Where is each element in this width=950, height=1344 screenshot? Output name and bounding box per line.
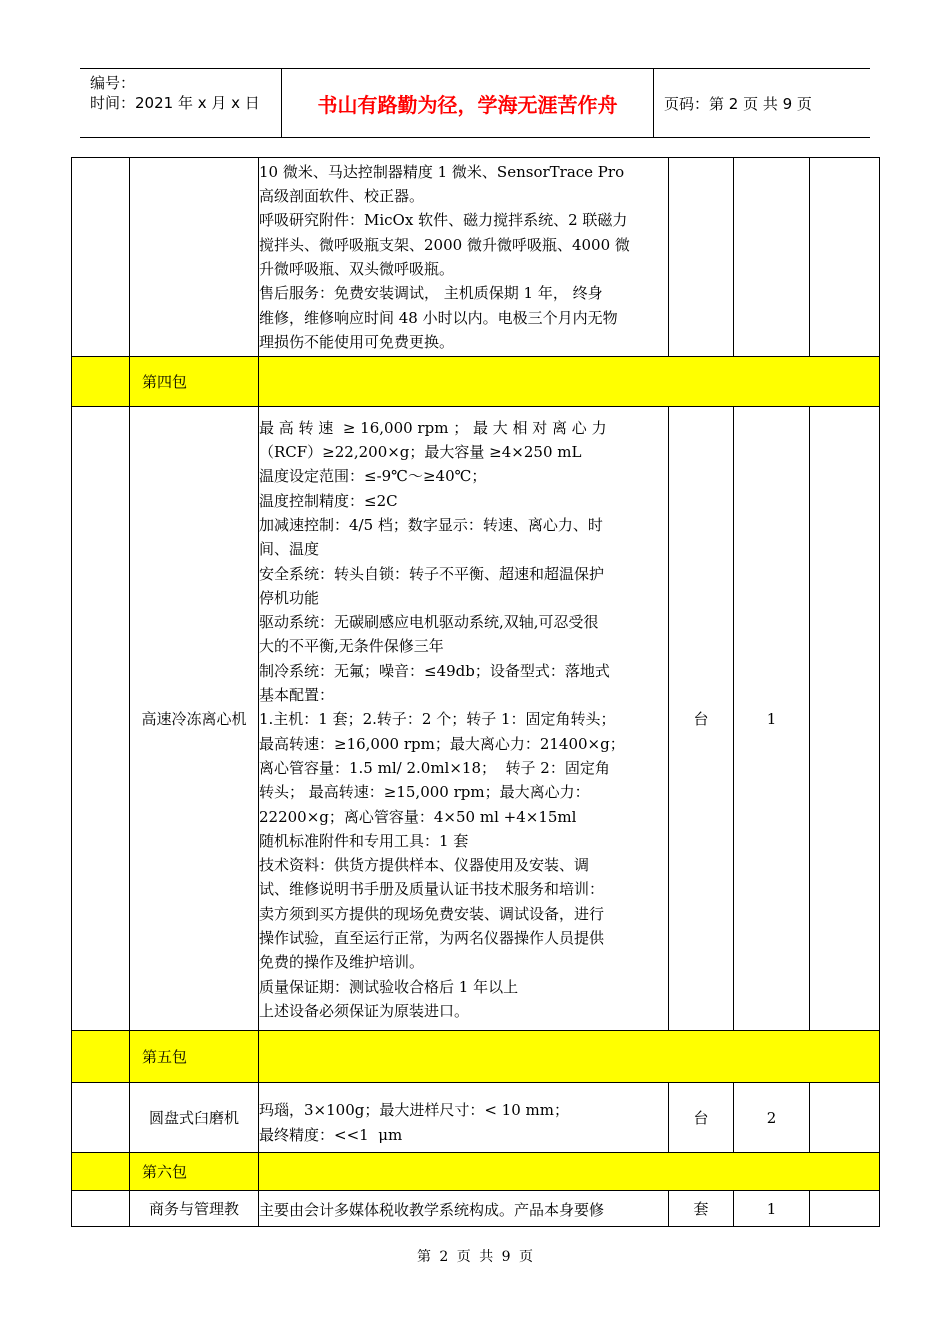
qty-cell: 1 bbox=[734, 407, 810, 1031]
spec-line: 技术资料：供货方提供样本、仪器使用及安装、调 bbox=[259, 856, 590, 875]
qty-cell: 2 bbox=[734, 1083, 810, 1153]
name-cell bbox=[130, 158, 259, 357]
spec-line: 操作试验，直至运行正常，为两名仪器操作人员提供 bbox=[259, 929, 605, 948]
spec-line: 免费的操作及维护培训。 bbox=[259, 953, 425, 972]
spec-line: 温度控制精度：≤2C bbox=[259, 491, 398, 510]
table-row bbox=[72, 1191, 880, 1227]
unit-cell: 套 bbox=[669, 1191, 734, 1227]
spec-line: 加减速控制：4/5 档；数字显示：转速、离心力、时 bbox=[259, 515, 603, 534]
spec-line: 随机标准附件和专用工具：1 套 bbox=[259, 831, 469, 850]
package-fill bbox=[259, 1031, 880, 1083]
spec-cell bbox=[259, 1191, 669, 1227]
item-name: 商务与管理教 bbox=[130, 1191, 259, 1227]
spec-line: 安全系统：转头自锁：转子不平衡、超速和超温保护 bbox=[259, 564, 605, 583]
spec-line: 试、维修说明书手册及质量认证书技术服务和培训： bbox=[259, 880, 605, 899]
spec-line: 1.主机：1 套；2.转子：2 个；转子 1：固定角转头； bbox=[259, 710, 616, 729]
spec-cell bbox=[259, 407, 669, 1031]
qty-cell bbox=[734, 158, 810, 357]
spec-line: 间、温度 bbox=[259, 540, 320, 559]
unit-cell: 台 bbox=[669, 407, 734, 1031]
unit-cell bbox=[669, 158, 734, 357]
package-label: 第五包 bbox=[130, 1031, 259, 1083]
spec-line: 玛瑙，3×100g；最大进样尺寸：< 10 mm； bbox=[259, 1101, 569, 1120]
spec-cell bbox=[259, 1083, 669, 1153]
index-cell bbox=[72, 158, 130, 357]
spec-line: 卖方须到买方提供的现场免费安装、调试设备，进行 bbox=[259, 904, 605, 923]
index-cell bbox=[72, 1191, 130, 1227]
spec-line: 最终精度：<<1 μm bbox=[259, 1125, 403, 1144]
package-row bbox=[72, 1153, 880, 1191]
spec-line: 呼吸研究附件：MicOx 软件、磁力搅拌系统、2 联磁力 bbox=[259, 211, 628, 230]
spec-line: 最高转速：≥16,000 rpm；最大离心力：21400×g； bbox=[259, 734, 625, 753]
spec-line: 理损伤不能使用可免费更换。 bbox=[259, 332, 455, 351]
package-fill bbox=[259, 357, 880, 407]
spec-line: 离心管容量：1.5 ml/ 2.0ml×18； 转子 2：固定角 bbox=[259, 758, 610, 777]
header-page-label: 页码：第 2 页 共 9 页 bbox=[664, 94, 812, 113]
spec-line: 10 微米、马达控制器精度 1 微米、SensorTrace Pro bbox=[259, 162, 625, 181]
spec-line: 停机功能 bbox=[259, 588, 320, 607]
equipment-table bbox=[71, 157, 880, 1227]
package-index-cell bbox=[72, 357, 130, 407]
spec-line: 升微呼吸瓶、双头微呼吸瓶。 bbox=[259, 260, 455, 278]
spec-line: （RCF）≥22,200×g；最大容量 ≥4×250 mL bbox=[259, 443, 582, 462]
spec-line: 温度设定范围：≤-9℃～≥40℃； bbox=[259, 467, 487, 486]
unit-cell: 台 bbox=[669, 1083, 734, 1153]
page-footer: 第 2 页 共 9 页 bbox=[416, 1249, 534, 1265]
qty-cell: 1 bbox=[734, 1191, 810, 1227]
spec-line: 质量保证期：测试验收合格后 1 年以上 bbox=[259, 977, 519, 996]
page-header bbox=[80, 68, 870, 138]
spec-line: 制冷系统：无氟；噪音：≤49db；设备型式：落地式 bbox=[259, 661, 610, 680]
spec-cell bbox=[259, 158, 669, 357]
remark-cell bbox=[810, 158, 880, 357]
remark-cell bbox=[810, 1083, 880, 1153]
package-index-cell bbox=[72, 1153, 130, 1191]
table-row bbox=[72, 407, 880, 1031]
header-motto: 书山有路勤为径，学海无涯苦作舟 bbox=[282, 69, 654, 137]
spec-line: 22200×g；离心管容量：4×50 ml +4×15ml bbox=[259, 807, 577, 826]
package-row bbox=[72, 1031, 880, 1083]
spec-line: 驱动系统：无碳刷感应电机驱动系统,双轴,可忍受很 bbox=[259, 613, 599, 632]
remark-cell bbox=[810, 407, 880, 1031]
spec-line: 主要由会计多媒体税收教学系统构成。产品本身要修 bbox=[259, 1201, 605, 1220]
index-cell bbox=[72, 1083, 130, 1153]
package-fill bbox=[259, 1153, 880, 1191]
header-meta bbox=[80, 69, 282, 137]
spec-line: 搅拌头、微呼吸瓶支架、2000 微升微呼吸瓶、4000 微 bbox=[259, 235, 630, 254]
item-name: 高速冷冻离心机 bbox=[130, 407, 259, 1031]
time-label: 时间：2021 年 x 月 x 日 bbox=[90, 94, 260, 112]
spec-line: 大的不平衡,无条件保修三年 bbox=[259, 637, 444, 656]
spec-line: 高级剖面软件、校正器。 bbox=[259, 187, 425, 206]
remark-cell bbox=[810, 1191, 880, 1227]
package-label: 第四包 bbox=[130, 357, 259, 407]
number-label: 编号： bbox=[90, 74, 136, 92]
package-index-cell bbox=[72, 1031, 130, 1083]
spec-line: 基本配置： bbox=[259, 686, 335, 705]
spec-line: 售后服务：免费安装调试， 主机质保期 1 年， 终身 bbox=[259, 284, 603, 303]
spec-line: 最 高 转 速 ≥ 16,000 rpm ； 最 大 相 对 离 心 力 bbox=[259, 418, 607, 437]
spec-line: 转头； 最高转速：≥15,000 rpm；最大离心力： bbox=[259, 783, 590, 802]
item-name: 圆盘式臼磨机 bbox=[130, 1083, 259, 1153]
index-cell bbox=[72, 407, 130, 1031]
table-row bbox=[72, 1083, 880, 1153]
spec-line: 上述设备必须保证为原装进口。 bbox=[259, 1001, 470, 1020]
spec-line: 维修，维修响应时间 48 小时以内。电极三个月内无物 bbox=[259, 308, 618, 327]
table-row bbox=[72, 158, 880, 357]
package-row bbox=[72, 357, 880, 407]
package-label: 第六包 bbox=[130, 1153, 259, 1191]
